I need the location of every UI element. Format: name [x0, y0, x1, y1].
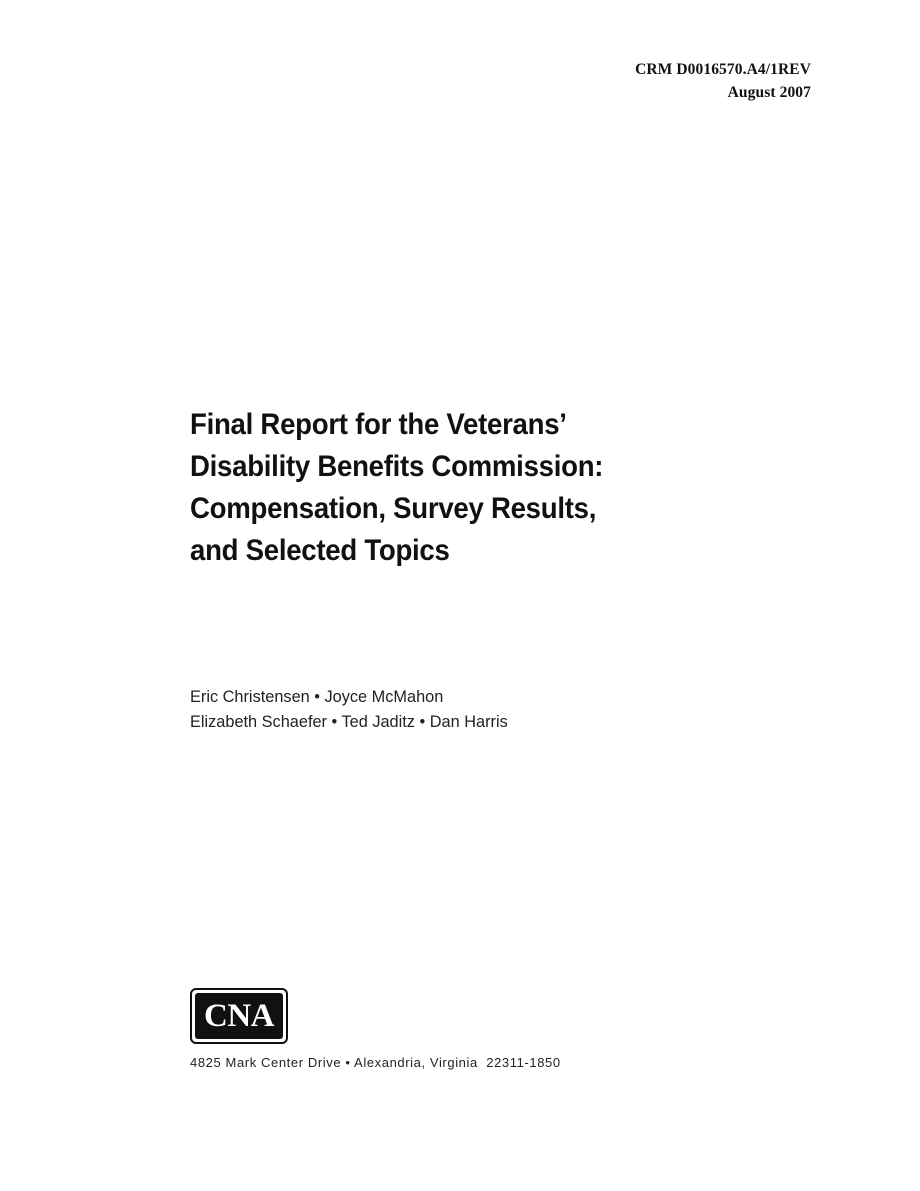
title-line-4: and Selected Topics: [190, 534, 450, 567]
cna-logo-text: CNA: [195, 993, 283, 1039]
title-line-1: Final Report for the Veterans’: [190, 408, 567, 441]
report-number: CRM D0016570.A4/1REV: [635, 61, 811, 78]
author-list: [190, 684, 508, 734]
report-title: [190, 404, 760, 572]
authors-line-1: Eric Christensen • Joyce McMahon: [190, 687, 444, 706]
report-date: August 2007: [727, 84, 811, 101]
authors-line-2: Elizabeth Schaefer • Ted Jaditz • Dan Harris: [190, 712, 508, 731]
cna-logo: [190, 988, 288, 1044]
organization-address: 4825 Mark Center Drive • Alexandria, Virginia 22311-1850: [190, 1055, 561, 1070]
title-line-2: Disability Benefits Commission:: [190, 450, 604, 483]
title-line-3: Compensation, Survey Results,: [190, 492, 597, 525]
document-meta: [635, 58, 811, 104]
